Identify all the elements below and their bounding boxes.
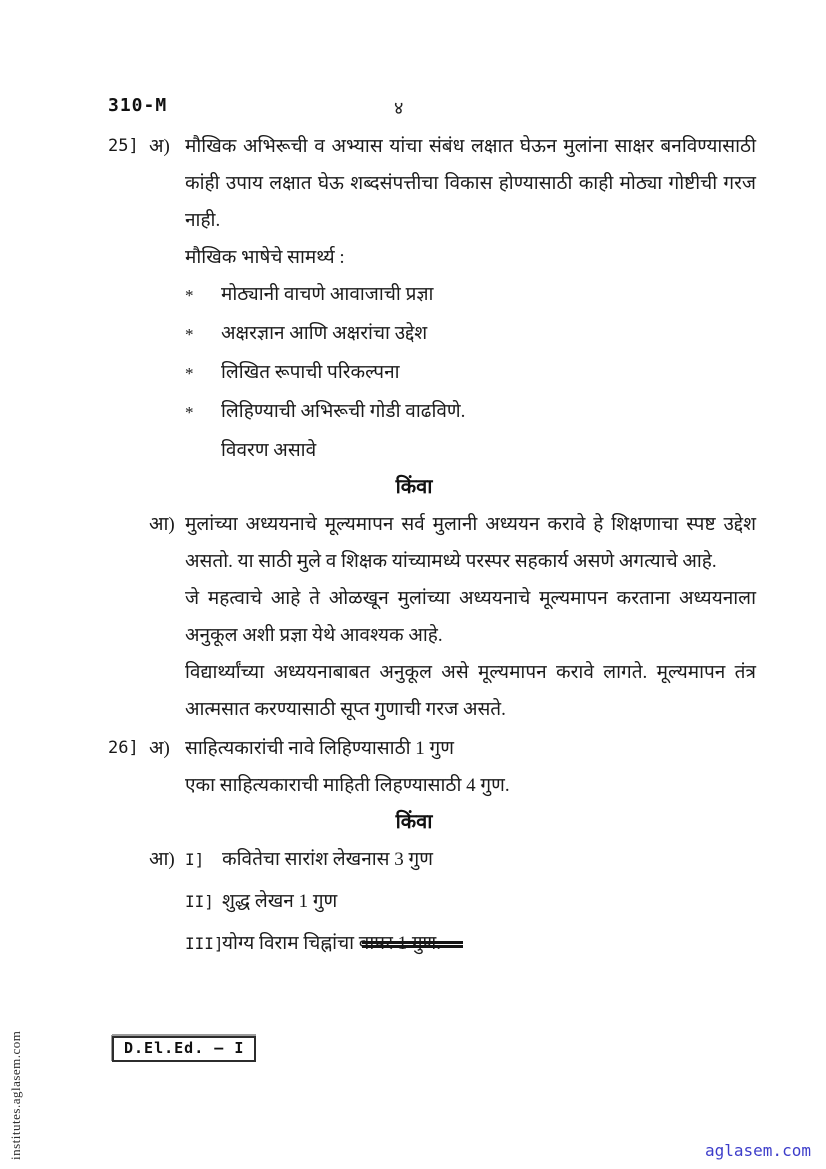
- q25-bullet-text: अक्षरज्ञान आणि अक्षरांचा उद्देश: [221, 323, 428, 344]
- left-vertical-watermark: institutes.aglasem.com: [8, 1030, 23, 1160]
- q25-bullet-item: [185, 276, 756, 315]
- q25-a-heading: मौखिक भाषेचे सामर्थ्य :: [185, 247, 345, 268]
- asterisk-bullet-icon: *: [185, 286, 194, 305]
- course-code-box: D.El.Ed. – I: [112, 1036, 256, 1062]
- question-26-aa-body: [185, 841, 756, 967]
- q25-bullet-text: मोठ्यानी वाचणे आवाजाची प्रज्ञा: [221, 284, 434, 305]
- question-25-a-body: [185, 128, 756, 469]
- end-of-paper-double-rule: [362, 941, 463, 948]
- question-25-aa-body: [185, 506, 756, 728]
- question-26-option-a: [108, 730, 756, 804]
- answer-key-content: [108, 128, 756, 967]
- question-25-option-a: [108, 128, 756, 469]
- q25-a-paragraph: मौखिक अभिरूची व अभ्यास यांचा संबंध लक्षात घेऊन मुलांना साक्षर बनविण्यासाठी कांही उपाय लक्षात घेऊ शब्दसंपत्तीचा विकास होण्यासाठी काही मोठ्या गोष्टीची गरज नाही.: [185, 136, 756, 231]
- asterisk-bullet-icon: *: [185, 403, 194, 422]
- question-26-number: 26]: [108, 738, 139, 758]
- q26-a-line-2: एका साहित्यकाराची माहिती लिहण्यासाठी 4 गुण.: [185, 775, 510, 796]
- paper-code: 310-M: [108, 95, 168, 116]
- asterisk-bullet-icon: *: [185, 325, 194, 344]
- q25-a-trailing-note: विवरण असावे: [221, 440, 317, 461]
- q25-bullet-item: [185, 315, 756, 354]
- q26-aa-item-text: योग्य विराम चिह्नांचा वापर 1 गुण.: [222, 933, 442, 954]
- q25-bullet-text: लिहिण्याची अभिरूची गोडी वाढविणे.: [221, 401, 466, 422]
- question-26-aa-label: आ): [149, 849, 175, 870]
- q25-aa-paragraph-1: मुलांच्या अध्ययनाचे मूल्यमापन सर्व मुलानी अध्ययन करावे हे शिक्षणाचा स्पष्ट उद्देश असतो. या साठी मुले व शिक्षक यांच्यामध्ये परस्पर सहकार्य असणे अगत्याचे आहे.: [185, 514, 756, 572]
- or-divider-q25: किंवा: [395, 476, 433, 498]
- question-25-aa-label: आ): [149, 514, 175, 535]
- bottom-right-watermark: aglasem.com: [705, 1141, 811, 1160]
- q26-aa-item-1: [185, 841, 756, 879]
- q26-aa-item-text: कवितेचा सारांश लेखनास 3 गुण: [222, 849, 433, 870]
- q25-bullet-item: [185, 354, 756, 393]
- q26-a-line-1: साहित्यकारांची नावे लिहिण्यासाठी 1 गुण: [185, 738, 454, 759]
- q25-bullet-item: [185, 393, 756, 432]
- or-divider-q26: किंवा: [395, 811, 433, 833]
- page-number: ४: [394, 98, 404, 118]
- question-26-option-aa: [108, 841, 756, 967]
- q25-bullet-text: लिखित रूपाची परिकल्पना: [221, 362, 400, 383]
- question-26-a-label: अ): [149, 738, 170, 759]
- question-26-a-body: [185, 730, 756, 804]
- q25-aa-paragraph-3: विद्यार्थ्यांच्या अध्ययनाबाबत अनुकूल असे मूल्यमापन करावे लागते. मूल्यमापन तंत्र आत्मसात करण्यासाठी सूप्त गुणाची गरज असते.: [185, 662, 756, 720]
- roman-numeral: III]: [185, 934, 224, 953]
- q26-aa-item-2: [185, 883, 756, 921]
- q26-aa-item-text: शुद्ध लेखन 1 गुण: [222, 891, 338, 912]
- q26-aa-item-3: [185, 925, 756, 963]
- question-25-a-label: अ): [149, 136, 170, 157]
- q25-aa-paragraph-2: जे महत्वाचे आहे ते ओळखून मुलांच्या अध्ययनाचे मूल्यमापन करताना अध्ययनाला अनुकूल अशी प्रज्ञा येथे आवश्यक आहे.: [185, 588, 756, 646]
- roman-numeral: II]: [185, 892, 214, 911]
- roman-numeral: I]: [185, 850, 205, 869]
- question-25-number: 25]: [108, 136, 139, 156]
- asterisk-bullet-icon: *: [185, 364, 194, 383]
- question-25-option-aa: [108, 506, 756, 728]
